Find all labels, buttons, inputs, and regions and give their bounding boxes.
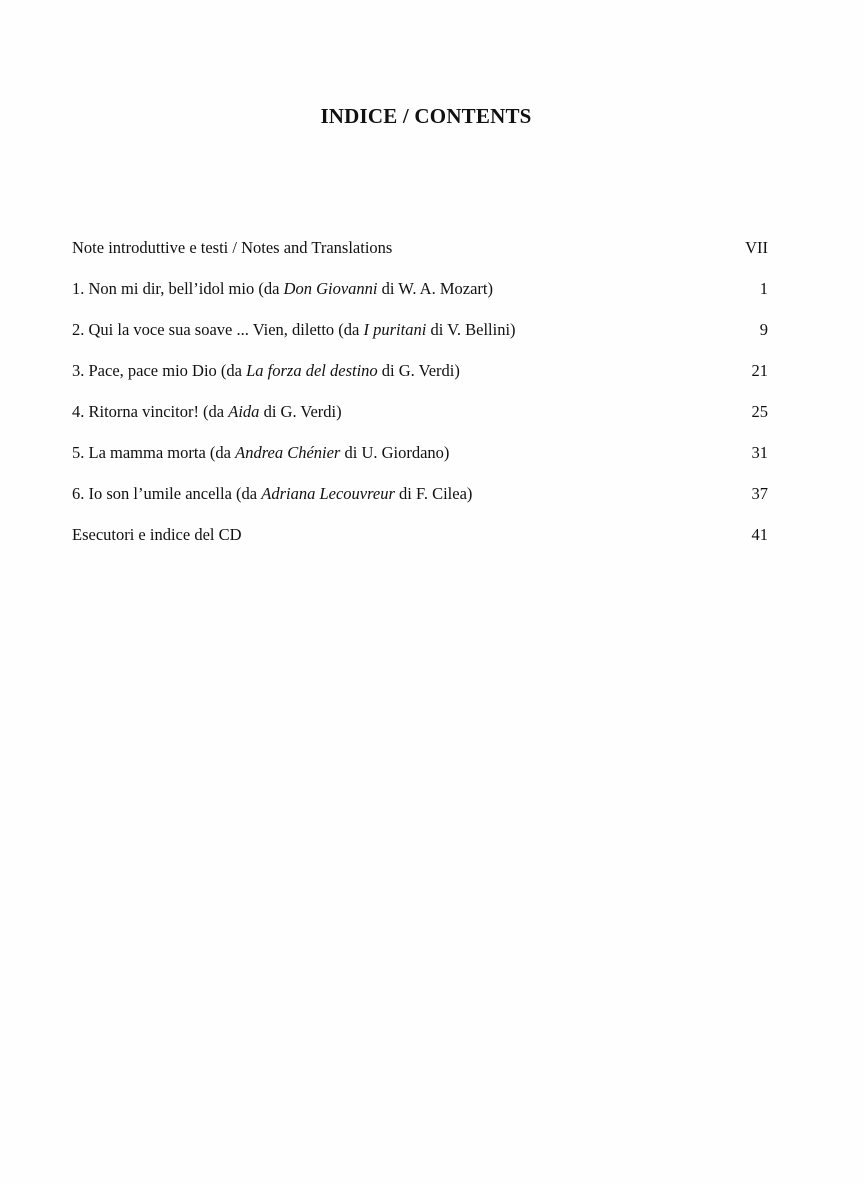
toc-entry-text: 5. La mamma morta (da Andrea Chénier di U. Giordano): [72, 443, 450, 462]
toc-entry-text: 4. Ritorna vincitor! (da Aida di G. Verdi): [72, 402, 342, 421]
table-of-contents: [72, 238, 768, 566]
toc-entry-3: [72, 361, 768, 402]
toc-entry-text: 3. Pace, pace mio Dio (da La forza del destino di G. Verdi): [72, 361, 460, 380]
toc-page-number: 1: [759, 279, 768, 298]
toc-page-number: 31: [751, 443, 768, 462]
opera-title: I puritani: [363, 320, 427, 339]
toc-entry-text: Note introduttive e testi / Notes and Translations: [72, 238, 393, 257]
opera-title: Adriana Lecouvreur: [261, 484, 395, 503]
toc-entry-6: [72, 484, 768, 525]
opera-title: Andrea Chénier: [235, 443, 341, 462]
toc-page-number: 21: [751, 361, 768, 380]
toc-page-number: 25: [751, 402, 768, 421]
toc-entry-text: 2. Qui la voce sua soave ... Vien, diletto (da I puritani di V. Bellini): [72, 320, 516, 339]
toc-entry-1: [72, 279, 768, 320]
toc-page-number: VII: [745, 238, 768, 257]
toc-entry-5: [72, 443, 768, 484]
toc-page-number: 37: [751, 484, 768, 503]
opera-title: Don Giovanni: [283, 279, 378, 298]
opera-title: Aida: [228, 402, 260, 421]
toc-entry-text: 6. Io son l’umile ancella (da Adriana Lecouvreur di F. Cilea): [72, 484, 473, 503]
toc-entry-notes: [72, 238, 768, 279]
page-title: INDICE / CONTENTS: [320, 104, 532, 128]
toc-entry-cd: [72, 525, 768, 566]
toc-entry-4: [72, 402, 768, 443]
toc-page-number: 41: [751, 525, 768, 544]
toc-page-number: 9: [759, 320, 768, 339]
toc-entry-text: Esecutori e indice del CD: [72, 525, 242, 544]
toc-entry-2: [72, 320, 768, 361]
toc-entry-text: 1. Non mi dir, bell’idol mio (da Don Giovanni di W. A. Mozart): [72, 279, 493, 298]
opera-title: La forza del destino: [246, 361, 378, 380]
